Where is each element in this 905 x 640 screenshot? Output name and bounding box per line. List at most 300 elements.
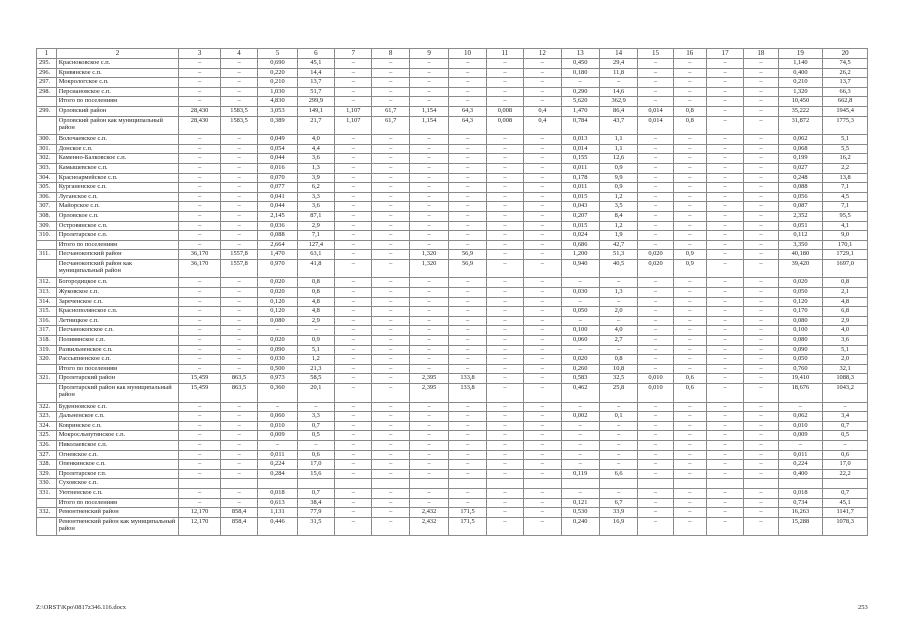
table-cell: – xyxy=(372,384,409,403)
table-cell: – xyxy=(409,183,448,193)
table-cell: 14,4 xyxy=(297,68,334,78)
table-cell: – xyxy=(524,498,561,508)
table-cell: – xyxy=(524,440,561,450)
table-cell: – xyxy=(673,488,706,498)
table-cell: 2,395 xyxy=(409,374,448,384)
table-cell: 0,016 xyxy=(258,163,297,173)
table-cell: – xyxy=(335,231,372,241)
table-cell: 0,011 xyxy=(778,450,823,460)
table-cell: – xyxy=(706,154,743,164)
table-cell: – xyxy=(449,412,486,422)
table-cell: – xyxy=(673,221,706,231)
table-cell: – xyxy=(638,469,673,479)
table-cell: – xyxy=(486,231,523,241)
row-label: Итого по поселениям xyxy=(56,364,179,374)
table-cell: 1,320 xyxy=(409,259,448,278)
table-cell: 51,7 xyxy=(297,87,334,97)
table-cell: 0,060 xyxy=(258,412,297,422)
table-cell: – xyxy=(372,278,409,288)
table-cell: – xyxy=(449,355,486,365)
table-cell: – xyxy=(638,87,673,97)
table-cell: 0,050 xyxy=(778,355,823,365)
table-cell: – xyxy=(524,259,561,278)
table-cell: – xyxy=(449,59,486,69)
table-cell xyxy=(335,479,372,489)
table-cell: – xyxy=(706,469,743,479)
table-cell xyxy=(706,479,743,489)
table-cell: – xyxy=(744,173,778,183)
table-cell: 0,049 xyxy=(258,135,297,145)
table-cell: – xyxy=(372,163,409,173)
row-number: 322. xyxy=(37,402,57,412)
table-cell: – xyxy=(638,144,673,154)
table-cell: – xyxy=(706,68,743,78)
table-cell: – xyxy=(179,297,221,307)
table-cell xyxy=(372,479,409,489)
table-cell: 0,686 xyxy=(561,240,599,250)
table-cell: – xyxy=(372,97,409,107)
table-cell: – xyxy=(486,345,523,355)
table-cell: 87,1 xyxy=(297,211,334,221)
table-cell: – xyxy=(673,307,706,317)
table-cell: – xyxy=(706,221,743,231)
table-cell: – xyxy=(409,163,448,173)
table-cell: – xyxy=(449,402,486,412)
table-cell: – xyxy=(335,211,372,221)
row-number: 297. xyxy=(37,78,57,88)
table-cell: 0,220 xyxy=(258,68,297,78)
table-cell: – xyxy=(335,250,372,260)
table-cell: – xyxy=(638,278,673,288)
table-cell: – xyxy=(706,374,743,384)
table-cell: – xyxy=(706,345,743,355)
table-cell: 171,5 xyxy=(449,517,486,536)
row-number: 309. xyxy=(37,221,57,231)
table-cell: – xyxy=(179,211,221,221)
table-cell: 0,011 xyxy=(258,450,297,460)
table-cell: 64,3 xyxy=(449,106,486,116)
row-number: 301. xyxy=(37,144,57,154)
table-cell: 40,5 xyxy=(599,259,637,278)
row-number: 299. xyxy=(37,106,57,116)
table-cell: – xyxy=(638,498,673,508)
table-cell: 1729,1 xyxy=(823,250,868,260)
table-cell: – xyxy=(335,384,372,403)
table-cell: – xyxy=(744,97,778,107)
table-cell: – xyxy=(524,517,561,536)
table-cell: – xyxy=(409,355,448,365)
table-cell: – xyxy=(220,488,257,498)
table-cell: – xyxy=(638,211,673,221)
table-cell: 11,8 xyxy=(599,68,637,78)
table-cell: – xyxy=(706,202,743,212)
table-cell: – xyxy=(524,240,561,250)
data-table xyxy=(36,48,868,536)
table-cell: – xyxy=(706,250,743,260)
table-cell: – xyxy=(372,450,409,460)
table-cell: – xyxy=(638,297,673,307)
table-row xyxy=(37,288,868,298)
column-header: 2 xyxy=(56,49,179,59)
row-label: Ремонтненский район xyxy=(56,508,179,518)
table-row xyxy=(37,479,868,489)
row-label: Пролетарский район xyxy=(56,374,179,384)
row-number: 295. xyxy=(37,59,57,69)
table-cell: – xyxy=(409,469,448,479)
table-cell: 0,020 xyxy=(561,355,599,365)
table-cell: – xyxy=(486,163,523,173)
table-cell: 29,4 xyxy=(599,59,637,69)
table-cell: – xyxy=(179,154,221,164)
table-cell: – xyxy=(486,336,523,346)
table-cell: – xyxy=(638,240,673,250)
table-cell: – xyxy=(220,412,257,422)
table-cell: – xyxy=(179,431,221,441)
table-cell: – xyxy=(744,144,778,154)
table-cell: 662,8 xyxy=(823,97,868,107)
table-cell: 1,1 xyxy=(599,144,637,154)
table-cell: – xyxy=(179,163,221,173)
table-cell: – xyxy=(673,450,706,460)
row-number xyxy=(37,116,57,135)
table-cell: 8,4 xyxy=(599,211,637,221)
table-cell: – xyxy=(409,498,448,508)
table-row xyxy=(37,326,868,336)
table-cell: – xyxy=(638,431,673,441)
table-cell: – xyxy=(409,345,448,355)
table-cell: – xyxy=(179,221,221,231)
table-cell: – xyxy=(179,173,221,183)
table-cell: – xyxy=(220,307,257,317)
table-cell: 0,020 xyxy=(258,278,297,288)
table-cell: – xyxy=(638,288,673,298)
table-cell: 0,044 xyxy=(258,154,297,164)
table-row xyxy=(37,192,868,202)
table-cell: – xyxy=(220,59,257,69)
table-cell: – xyxy=(744,364,778,374)
table-cell: 0,207 xyxy=(561,211,599,221)
table-cell: – xyxy=(524,307,561,317)
row-number: 328. xyxy=(37,460,57,470)
table-cell: 15,6 xyxy=(297,469,334,479)
table-cell: – xyxy=(372,374,409,384)
table-cell: – xyxy=(372,364,409,374)
table-cell: – xyxy=(335,278,372,288)
table-cell: – xyxy=(638,97,673,107)
row-label: Курганенское с.п. xyxy=(56,183,179,193)
table-cell: – xyxy=(638,231,673,241)
table-cell: – xyxy=(409,240,448,250)
table-cell: – xyxy=(486,450,523,460)
table-cell: 0,8 xyxy=(823,278,868,288)
table-cell: – xyxy=(673,154,706,164)
table-row xyxy=(37,259,868,278)
table-cell: – xyxy=(179,97,221,107)
table-cell: 15,459 xyxy=(179,374,221,384)
table-cell: – xyxy=(486,508,523,518)
table-cell: 21,7 xyxy=(297,116,334,135)
table-cell: – xyxy=(220,450,257,460)
row-number: 306. xyxy=(37,192,57,202)
table-cell: – xyxy=(449,78,486,88)
table-cell: – xyxy=(524,202,561,212)
table-cell: 51,3 xyxy=(599,250,637,260)
table-cell: 22,2 xyxy=(823,469,868,479)
table-cell: – xyxy=(409,326,448,336)
table-cell: – xyxy=(335,498,372,508)
row-number: 315. xyxy=(37,307,57,317)
table-cell: 0,030 xyxy=(258,355,297,365)
table-cell: – xyxy=(335,517,372,536)
table-cell: – xyxy=(599,450,637,460)
table-cell: – xyxy=(706,498,743,508)
table-cell: – xyxy=(409,135,448,145)
row-number: 331. xyxy=(37,488,57,498)
table-cell: – xyxy=(335,288,372,298)
table-cell: – xyxy=(449,336,486,346)
table-cell: – xyxy=(673,59,706,69)
table-cell: 13,7 xyxy=(823,78,868,88)
table-cell: – xyxy=(409,87,448,97)
table-cell: 3,4 xyxy=(823,412,868,422)
table-cell: – xyxy=(599,78,637,88)
table-cell: – xyxy=(638,460,673,470)
table-cell: 0,100 xyxy=(561,326,599,336)
table-cell: – xyxy=(524,364,561,374)
table-cell: – xyxy=(561,316,599,326)
row-label: Развильненское с.п. xyxy=(56,345,179,355)
table-cell: 858,4 xyxy=(220,517,257,536)
table-cell: – xyxy=(524,211,561,221)
table-cell: – xyxy=(372,78,409,88)
table-cell: 17,0 xyxy=(823,460,868,470)
table-cell: – xyxy=(335,450,372,460)
table-cell: – xyxy=(638,336,673,346)
table-cell: – xyxy=(449,460,486,470)
table-cell: 0,044 xyxy=(258,202,297,212)
table-row xyxy=(37,488,868,498)
table-cell: 4,4 xyxy=(297,144,334,154)
table-cell: 2,7 xyxy=(599,336,637,346)
table-cell: – xyxy=(335,221,372,231)
row-number xyxy=(37,384,57,403)
table-cell: – xyxy=(561,345,599,355)
table-cell: 15,459 xyxy=(179,384,221,403)
table-cell: – xyxy=(673,163,706,173)
table-cell: – xyxy=(524,374,561,384)
table-cell: – xyxy=(409,278,448,288)
table-cell: – xyxy=(409,307,448,317)
table-cell: 362,9 xyxy=(599,97,637,107)
table-cell: – xyxy=(486,488,523,498)
table-cell: 0,180 xyxy=(561,68,599,78)
table-cell: – xyxy=(335,460,372,470)
table-row xyxy=(37,221,868,231)
table-cell: – xyxy=(638,192,673,202)
table-cell: – xyxy=(744,440,778,450)
table-cell: 0,027 xyxy=(778,163,823,173)
table-cell: 2,1 xyxy=(823,288,868,298)
table-cell: 2,9 xyxy=(297,316,334,326)
row-label: Каменно-Балковское с.п. xyxy=(56,154,179,164)
table-cell: – xyxy=(524,221,561,231)
table-cell: – xyxy=(524,412,561,422)
table-cell: – xyxy=(409,144,448,154)
table-cell: 0,1 xyxy=(599,412,637,422)
table-cell: – xyxy=(179,345,221,355)
table-cell: 0,120 xyxy=(258,307,297,317)
table-cell: – xyxy=(486,412,523,422)
row-label: Буденновское с.п. xyxy=(56,402,179,412)
column-header: 10 xyxy=(449,49,486,59)
table-cell: – xyxy=(706,336,743,346)
table-cell: – xyxy=(638,488,673,498)
table-cell: – xyxy=(220,144,257,154)
table-cell: – xyxy=(744,250,778,260)
table-cell: – xyxy=(673,183,706,193)
table-cell: 6,8 xyxy=(823,307,868,317)
table-cell: 4,5 xyxy=(823,192,868,202)
table-cell: – xyxy=(449,135,486,145)
table-cell: – xyxy=(486,316,523,326)
table-cell: 35,222 xyxy=(778,106,823,116)
table-cell: 14,6 xyxy=(599,87,637,97)
table-cell: 0,9 xyxy=(297,336,334,346)
table-cell: 16,9 xyxy=(599,517,637,536)
table-cell: – xyxy=(179,144,221,154)
table-cell: – xyxy=(335,412,372,422)
table-cell: 0,010 xyxy=(638,384,673,403)
table-row xyxy=(37,68,868,78)
table-cell: 1,470 xyxy=(258,250,297,260)
table-cell: 0,010 xyxy=(258,421,297,431)
column-header: 5 xyxy=(258,49,297,59)
table-cell: – xyxy=(372,440,409,450)
table-cell: – xyxy=(179,59,221,69)
table-cell: – xyxy=(220,163,257,173)
table-cell: – xyxy=(449,173,486,183)
table-cell: – xyxy=(409,154,448,164)
column-header: 4 xyxy=(220,49,257,59)
table-cell: 1,1 xyxy=(599,135,637,145)
header-row xyxy=(37,49,868,59)
table-cell: 0,056 xyxy=(778,192,823,202)
table-cell: – xyxy=(706,106,743,116)
row-number: 320. xyxy=(37,355,57,365)
table-cell: – xyxy=(179,316,221,326)
table-cell: 1557,8 xyxy=(220,259,257,278)
table-cell: – xyxy=(486,59,523,69)
table-cell: 0,050 xyxy=(778,288,823,298)
table-cell xyxy=(179,479,221,489)
table-cell: – xyxy=(744,192,778,202)
table-cell xyxy=(524,479,561,489)
table-cell: 0,088 xyxy=(258,231,297,241)
table-cell xyxy=(778,479,823,489)
table-cell: – xyxy=(673,469,706,479)
table-cell: – xyxy=(220,498,257,508)
table-row xyxy=(37,154,868,164)
table-cell: – xyxy=(673,345,706,355)
table-cell: – xyxy=(179,202,221,212)
table-cell: 31,5 xyxy=(297,517,334,536)
table-cell: – xyxy=(179,240,221,250)
table-cell: 42,7 xyxy=(599,240,637,250)
table-cell: 1583,5 xyxy=(220,106,257,116)
table-cell: – xyxy=(524,326,561,336)
table-cell: – xyxy=(823,440,868,450)
table-cell: – xyxy=(372,288,409,298)
table-cell: – xyxy=(372,336,409,346)
table-cell: – xyxy=(524,135,561,145)
table-cell: 2,9 xyxy=(823,316,868,326)
table-cell: 0,199 xyxy=(778,154,823,164)
table-cell: 9,0 xyxy=(823,231,868,241)
table-cell: – xyxy=(706,307,743,317)
table-row xyxy=(37,498,868,508)
table-cell: – xyxy=(706,384,743,403)
table-cell: 45,1 xyxy=(297,59,334,69)
table-cell: – xyxy=(638,364,673,374)
table-cell: 3,6 xyxy=(297,202,334,212)
table-row xyxy=(37,240,868,250)
table-cell: – xyxy=(486,259,523,278)
table-cell: 0,290 xyxy=(561,87,599,97)
row-label: Луганское с.п. xyxy=(56,192,179,202)
table-cell: – xyxy=(744,384,778,403)
column-header: 1 xyxy=(37,49,57,59)
table-cell: 0,9 xyxy=(599,183,637,193)
table-cell: – xyxy=(673,402,706,412)
table-cell: – xyxy=(220,173,257,183)
table-cell: 2,432 xyxy=(409,517,448,536)
table-body xyxy=(37,59,868,536)
table-cell: 0,210 xyxy=(778,78,823,88)
table-cell: – xyxy=(778,402,823,412)
table-cell: 0,210 xyxy=(258,78,297,88)
table-cell: 0,009 xyxy=(258,431,297,441)
row-label: Богородицкое с.п. xyxy=(56,278,179,288)
table-cell: – xyxy=(706,192,743,202)
table-cell: – xyxy=(335,440,372,450)
table-cell: 0,020 xyxy=(258,336,297,346)
row-label: Мокросльмутянское с.п. xyxy=(56,431,179,441)
table-cell: 63,1 xyxy=(297,250,334,260)
row-number: 308. xyxy=(37,211,57,221)
table-row xyxy=(37,336,868,346)
table-cell: – xyxy=(599,278,637,288)
table-cell: 16,263 xyxy=(778,508,823,518)
row-number: 303. xyxy=(37,163,57,173)
table-row xyxy=(37,450,868,460)
table-cell: – xyxy=(179,288,221,298)
table-cell: – xyxy=(372,326,409,336)
table-cell: 61,7 xyxy=(372,116,409,135)
table-cell: – xyxy=(706,460,743,470)
table-cell: – xyxy=(335,163,372,173)
table-cell: – xyxy=(409,221,448,231)
table-cell: 2,2 xyxy=(823,163,868,173)
table-cell: – xyxy=(486,240,523,250)
table-cell: – xyxy=(486,87,523,97)
row-label: Жуковское с.п. xyxy=(56,288,179,298)
table-row xyxy=(37,250,868,260)
table-cell: – xyxy=(297,440,334,450)
column-header: 8 xyxy=(372,49,409,59)
table-cell: 28,430 xyxy=(179,116,221,135)
table-cell: – xyxy=(744,240,778,250)
row-label: Кривянское с.п. xyxy=(56,68,179,78)
